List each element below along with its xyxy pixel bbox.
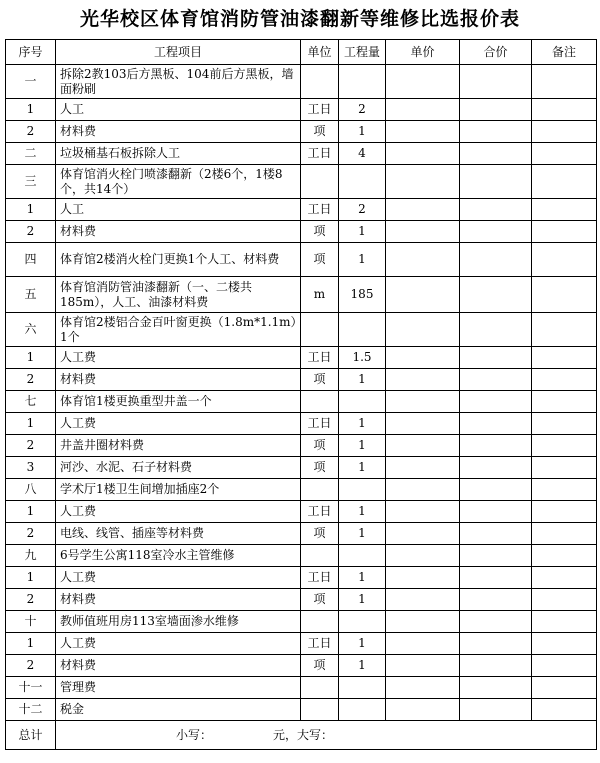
row-total-price bbox=[460, 143, 532, 165]
row-total-price bbox=[460, 545, 532, 567]
row-unit-price bbox=[386, 221, 460, 243]
row-unit-price bbox=[386, 501, 460, 523]
row-unit-price bbox=[386, 523, 460, 545]
row-total-price bbox=[460, 589, 532, 611]
row-unit-price bbox=[386, 589, 460, 611]
row-item: 拆除2教103后方黑板、104前后方黑板，墙面粉刷 bbox=[56, 65, 301, 99]
row-unit-price bbox=[386, 479, 460, 501]
row-quantity bbox=[339, 165, 386, 199]
row-remark bbox=[532, 391, 597, 413]
row-item: 体育馆消火栓门喷漆翻新（2楼6个，1楼8个，共14个） bbox=[56, 165, 301, 199]
row-item: 人工费 bbox=[56, 633, 301, 655]
row-unit bbox=[301, 699, 339, 721]
row-remark bbox=[532, 277, 597, 313]
row-total-price bbox=[460, 633, 532, 655]
row-total-price bbox=[460, 457, 532, 479]
table-row bbox=[6, 221, 597, 243]
header-item: 工程项目 bbox=[56, 40, 301, 65]
row-unit: 工日 bbox=[301, 567, 339, 589]
row-unit-price bbox=[386, 313, 460, 347]
row-remark bbox=[532, 413, 597, 435]
row-number: 八 bbox=[6, 479, 56, 501]
table-row bbox=[6, 699, 597, 721]
row-unit: 项 bbox=[301, 589, 339, 611]
row-total-price bbox=[460, 99, 532, 121]
row-quantity: 2 bbox=[339, 99, 386, 121]
row-quantity: 1 bbox=[339, 243, 386, 277]
row-unit-price bbox=[386, 143, 460, 165]
table-row bbox=[6, 479, 597, 501]
row-number: 三 bbox=[6, 165, 56, 199]
row-item: 体育馆1楼更换重型井盖一个 bbox=[56, 391, 301, 413]
row-number: 1 bbox=[6, 501, 56, 523]
row-number: 3 bbox=[6, 457, 56, 479]
row-item: 人工费 bbox=[56, 567, 301, 589]
row-quantity: 1 bbox=[339, 457, 386, 479]
row-unit-price bbox=[386, 545, 460, 567]
row-total-price bbox=[460, 435, 532, 457]
row-unit-price bbox=[386, 391, 460, 413]
summary-amount-text: 小写： 元，大写： bbox=[56, 721, 597, 750]
row-number: 2 bbox=[6, 369, 56, 391]
row-unit-price bbox=[386, 369, 460, 391]
row-unit: 工日 bbox=[301, 501, 339, 523]
row-item: 人工 bbox=[56, 99, 301, 121]
header-note: 备注 bbox=[532, 40, 597, 65]
row-unit: m bbox=[301, 277, 339, 313]
row-remark bbox=[532, 677, 597, 699]
row-total-price bbox=[460, 391, 532, 413]
table-row bbox=[6, 567, 597, 589]
table-row bbox=[6, 457, 597, 479]
row-remark bbox=[532, 655, 597, 677]
row-quantity bbox=[339, 611, 386, 633]
row-unit bbox=[301, 677, 339, 699]
row-unit-price bbox=[386, 413, 460, 435]
row-remark bbox=[532, 313, 597, 347]
row-quantity: 4 bbox=[339, 143, 386, 165]
row-unit: 工日 bbox=[301, 633, 339, 655]
header-price: 单价 bbox=[386, 40, 460, 65]
table-row bbox=[6, 243, 597, 277]
row-unit: 项 bbox=[301, 221, 339, 243]
row-item: 人工费 bbox=[56, 501, 301, 523]
row-remark bbox=[532, 369, 597, 391]
row-total-price bbox=[460, 165, 532, 199]
table-row bbox=[6, 99, 597, 121]
table-row bbox=[6, 143, 597, 165]
row-remark bbox=[532, 479, 597, 501]
row-unit: 项 bbox=[301, 457, 339, 479]
quotation-table bbox=[5, 39, 597, 750]
row-quantity: 1.5 bbox=[339, 347, 386, 369]
row-item: 电线、线管、插座等材料费 bbox=[56, 523, 301, 545]
row-number: 1 bbox=[6, 347, 56, 369]
row-item: 垃圾桶基石板拆除人工 bbox=[56, 143, 301, 165]
row-total-price bbox=[460, 479, 532, 501]
row-unit-price bbox=[386, 347, 460, 369]
row-quantity bbox=[339, 391, 386, 413]
row-remark bbox=[532, 633, 597, 655]
row-unit bbox=[301, 545, 339, 567]
row-quantity: 1 bbox=[339, 221, 386, 243]
row-number: 二 bbox=[6, 143, 56, 165]
row-number: 七 bbox=[6, 391, 56, 413]
row-remark bbox=[532, 501, 597, 523]
row-quantity: 2 bbox=[339, 199, 386, 221]
row-item: 材料费 bbox=[56, 655, 301, 677]
row-number: 六 bbox=[6, 313, 56, 347]
row-unit-price bbox=[386, 99, 460, 121]
row-remark bbox=[532, 121, 597, 143]
table-row bbox=[6, 165, 597, 199]
row-number: 2 bbox=[6, 221, 56, 243]
row-unit-price bbox=[386, 633, 460, 655]
row-quantity: 1 bbox=[339, 567, 386, 589]
row-number: 2 bbox=[6, 523, 56, 545]
row-total-price bbox=[460, 699, 532, 721]
row-quantity: 1 bbox=[339, 633, 386, 655]
row-remark bbox=[532, 699, 597, 721]
row-item: 材料费 bbox=[56, 589, 301, 611]
row-total-price bbox=[460, 677, 532, 699]
row-number: 1 bbox=[6, 99, 56, 121]
row-unit bbox=[301, 391, 339, 413]
row-remark bbox=[532, 611, 597, 633]
row-unit: 项 bbox=[301, 243, 339, 277]
table-row bbox=[6, 677, 597, 699]
row-number: 2 bbox=[6, 435, 56, 457]
row-unit bbox=[301, 611, 339, 633]
row-total-price bbox=[460, 277, 532, 313]
row-remark bbox=[532, 65, 597, 99]
row-unit bbox=[301, 313, 339, 347]
row-unit-price bbox=[386, 457, 460, 479]
row-unit-price bbox=[386, 611, 460, 633]
row-unit: 项 bbox=[301, 655, 339, 677]
summary-row bbox=[6, 721, 597, 750]
row-number: 2 bbox=[6, 655, 56, 677]
row-unit-price bbox=[386, 435, 460, 457]
row-total-price bbox=[460, 567, 532, 589]
table-row bbox=[6, 633, 597, 655]
row-item: 河沙、水泥、石子材料费 bbox=[56, 457, 301, 479]
row-quantity: 1 bbox=[339, 369, 386, 391]
table-row bbox=[6, 277, 597, 313]
row-unit: 项 bbox=[301, 435, 339, 457]
row-item: 体育馆2楼铝合金百叶窗更换（1.8m*1.1m）1个 bbox=[56, 313, 301, 347]
row-unit: 工日 bbox=[301, 199, 339, 221]
row-number: 五 bbox=[6, 277, 56, 313]
row-total-price bbox=[460, 369, 532, 391]
row-item: 人工 bbox=[56, 199, 301, 221]
row-item: 税金 bbox=[56, 699, 301, 721]
row-total-price bbox=[460, 221, 532, 243]
row-number: 1 bbox=[6, 413, 56, 435]
row-unit bbox=[301, 65, 339, 99]
row-number: 四 bbox=[6, 243, 56, 277]
row-quantity bbox=[339, 677, 386, 699]
table-row bbox=[6, 435, 597, 457]
table-row bbox=[6, 121, 597, 143]
row-total-price bbox=[460, 121, 532, 143]
row-number: 1 bbox=[6, 633, 56, 655]
row-quantity bbox=[339, 479, 386, 501]
row-item: 材料费 bbox=[56, 221, 301, 243]
row-number: 十一 bbox=[6, 677, 56, 699]
row-quantity: 1 bbox=[339, 435, 386, 457]
row-remark bbox=[532, 589, 597, 611]
row-total-price bbox=[460, 413, 532, 435]
header-total: 合价 bbox=[460, 40, 532, 65]
summary-label: 总计 bbox=[6, 721, 56, 750]
row-unit: 工日 bbox=[301, 143, 339, 165]
row-remark bbox=[532, 545, 597, 567]
row-total-price bbox=[460, 347, 532, 369]
row-remark bbox=[532, 243, 597, 277]
row-total-price bbox=[460, 523, 532, 545]
row-quantity: 185 bbox=[339, 277, 386, 313]
header-row bbox=[6, 40, 597, 65]
row-quantity bbox=[339, 65, 386, 99]
header-qty: 工程量 bbox=[339, 40, 386, 65]
table-row bbox=[6, 391, 597, 413]
row-unit-price bbox=[386, 165, 460, 199]
row-remark bbox=[532, 567, 597, 589]
table-row bbox=[6, 369, 597, 391]
row-quantity: 1 bbox=[339, 413, 386, 435]
row-number: 一 bbox=[6, 65, 56, 99]
row-unit: 项 bbox=[301, 523, 339, 545]
row-unit: 工日 bbox=[301, 347, 339, 369]
table-row bbox=[6, 545, 597, 567]
row-quantity: 1 bbox=[339, 655, 386, 677]
row-unit-price bbox=[386, 121, 460, 143]
row-remark bbox=[532, 221, 597, 243]
row-unit: 项 bbox=[301, 369, 339, 391]
row-number: 1 bbox=[6, 567, 56, 589]
row-quantity: 1 bbox=[339, 121, 386, 143]
row-unit: 工日 bbox=[301, 413, 339, 435]
table-row bbox=[6, 65, 597, 99]
row-total-price bbox=[460, 199, 532, 221]
row-item: 体育馆2楼消火栓门更换1个人工、材料费 bbox=[56, 243, 301, 277]
row-unit: 工日 bbox=[301, 99, 339, 121]
table-row bbox=[6, 413, 597, 435]
row-number: 2 bbox=[6, 589, 56, 611]
row-total-price bbox=[460, 65, 532, 99]
table-row bbox=[6, 501, 597, 523]
row-item: 6号学生公寓118室冷水主管维修 bbox=[56, 545, 301, 567]
row-item: 体育馆消防管油漆翻新（一、二楼共185m），人工、油漆材料费 bbox=[56, 277, 301, 313]
row-quantity: 1 bbox=[339, 501, 386, 523]
row-remark bbox=[532, 165, 597, 199]
header-no: 序号 bbox=[6, 40, 56, 65]
row-quantity bbox=[339, 313, 386, 347]
row-unit-price bbox=[386, 655, 460, 677]
row-quantity: 1 bbox=[339, 589, 386, 611]
row-remark bbox=[532, 435, 597, 457]
row-number: 十二 bbox=[6, 699, 56, 721]
table-body bbox=[6, 40, 597, 750]
row-quantity bbox=[339, 699, 386, 721]
row-remark bbox=[532, 199, 597, 221]
table-row bbox=[6, 523, 597, 545]
row-total-price bbox=[460, 313, 532, 347]
row-remark bbox=[532, 457, 597, 479]
row-item: 人工费 bbox=[56, 347, 301, 369]
row-remark bbox=[532, 143, 597, 165]
row-unit-price bbox=[386, 277, 460, 313]
row-unit-price bbox=[386, 567, 460, 589]
row-remark bbox=[532, 347, 597, 369]
row-remark bbox=[532, 523, 597, 545]
row-unit: 项 bbox=[301, 121, 339, 143]
table-row bbox=[6, 589, 597, 611]
table-row bbox=[6, 611, 597, 633]
row-number: 九 bbox=[6, 545, 56, 567]
page-title: 光华校区体育馆消防管油漆翻新等维修比选报价表 bbox=[79, 8, 520, 30]
row-remark bbox=[532, 99, 597, 121]
row-unit-price bbox=[386, 65, 460, 99]
row-item: 学术厅1楼卫生间增加插座2个 bbox=[56, 479, 301, 501]
table-row bbox=[6, 347, 597, 369]
row-item: 井盖井圈材料费 bbox=[56, 435, 301, 457]
table-row bbox=[6, 655, 597, 677]
row-quantity bbox=[339, 545, 386, 567]
row-number: 1 bbox=[6, 199, 56, 221]
row-item: 教师值班用房113室墙面渗水维修 bbox=[56, 611, 301, 633]
row-unit-price bbox=[386, 243, 460, 277]
row-total-price bbox=[460, 243, 532, 277]
table-row bbox=[6, 199, 597, 221]
row-number: 十 bbox=[6, 611, 56, 633]
row-total-price bbox=[460, 501, 532, 523]
row-total-price bbox=[460, 655, 532, 677]
table-row bbox=[6, 313, 597, 347]
row-unit bbox=[301, 165, 339, 199]
row-item: 材料费 bbox=[56, 369, 301, 391]
row-item: 管理费 bbox=[56, 677, 301, 699]
row-quantity: 1 bbox=[339, 523, 386, 545]
row-unit-price bbox=[386, 699, 460, 721]
row-item: 人工费 bbox=[56, 413, 301, 435]
row-item: 材料费 bbox=[56, 121, 301, 143]
row-unit-price bbox=[386, 199, 460, 221]
row-number: 2 bbox=[6, 121, 56, 143]
row-unit bbox=[301, 479, 339, 501]
row-unit-price bbox=[386, 677, 460, 699]
header-unit: 单位 bbox=[301, 40, 339, 65]
row-total-price bbox=[460, 611, 532, 633]
